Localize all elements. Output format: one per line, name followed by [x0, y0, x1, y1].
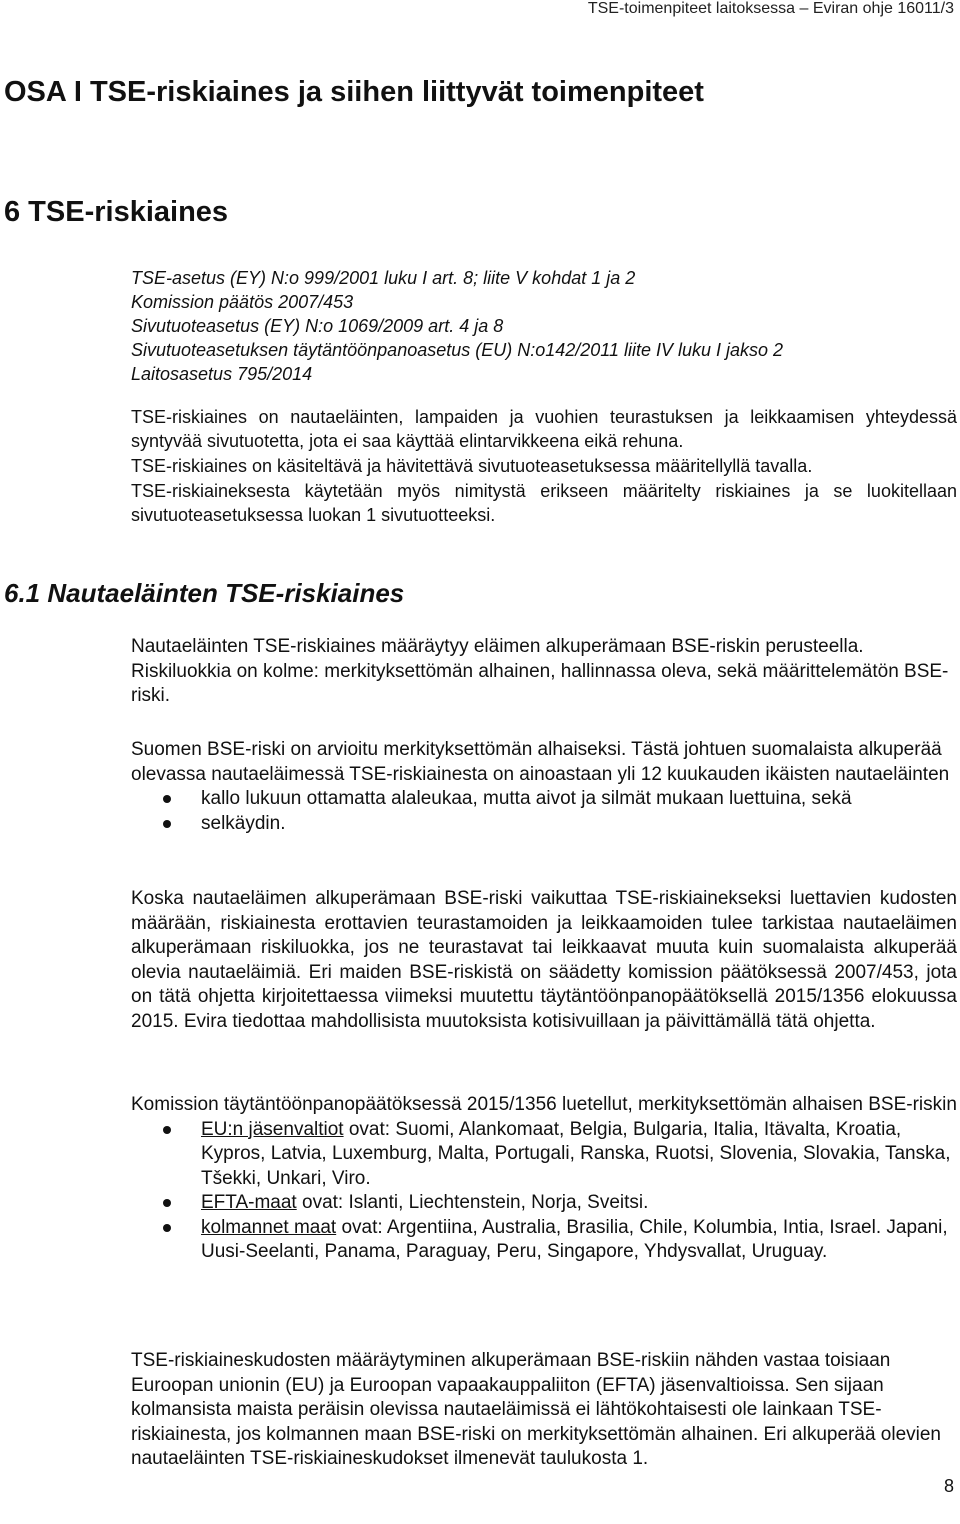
list-item-text: selkäydin.: [201, 812, 286, 834]
reference-line: Sivutuoteasetus (EY) N:o 1069/2009 art. 4 ja 8: [131, 316, 504, 336]
list-item-text: ovat: Suomi, Alankomaat, Belgia, Bulgaria, Italia, Itävalta, Kroatia, Kypros, Latvia, Luxemburg, Malta, Portugali, Ranska, Ruotsi, Slovenia, Slovakia, Tanska, Tšekki, Unkari, Viro.: [201, 1118, 951, 1189]
page-number: 8: [943, 1476, 954, 1496]
country-group-link[interactable]: EFTA-maat: [201, 1192, 297, 1213]
section-paragraph-2: [131, 738, 957, 836]
reference-line: Sivutuoteasetuksen täytäntöönpanoasetus (EU) N:o142/2011 liite IV luku I jakso 2: [131, 340, 784, 360]
reference-line: Laitosasetus 795/2014: [131, 364, 313, 384]
reference-line: Komission päätös 2007/453: [131, 292, 354, 312]
list-item-text: kallo lukuun ottamatta alaleukaa, mutta aivot ja silmät mukaan luettuina, sekä: [201, 788, 852, 809]
section-title: 6.1 Nautaeläinten TSE-riskiaines: [4, 578, 405, 608]
list-item: [131, 1191, 957, 1216]
intro-paragraph: TSE-riskiaines on nautaeläinten, lampaiden ja vuohien teurastuksen ja leikkaamisen yhteydessä syntyvää sivutuotetta, jota ei saa käyttää elintarvikkeena eikä rehuna.: [131, 407, 957, 451]
country-group-link[interactable]: EU:n jäsenvaltiot: [201, 1118, 344, 1140]
bullet-icon: [163, 1224, 171, 1232]
reference-line: TSE-asetus (EY) N:o 999/2001 luku I art. 8; liite V kohdat 1 ja 2: [131, 268, 636, 288]
list-item: [131, 1118, 957, 1192]
list-item-text: ovat: Islanti, Liechtenstein, Norja, Sveitsi.: [296, 1192, 649, 1213]
list-item: [131, 1216, 957, 1265]
country-list: [131, 1118, 957, 1265]
paragraph-text: TSE-riskiaineskudosten määräytyminen alkuperämaan BSE-riskiin nähden vastaa toisiaan Euroopan unionin (EU) ja Euroopan vapaakauppaliiton (EFTA) jäsenvaltioissa. Sen sijaan kolmansista maista peräisin olevissa nautaeläimissä ei lähtökohtaisesti ole lainkaan TSE-riskiainesta, jos kolmannen maan BSE-riski on merkityksettömän alhainen. Eri alkuperää olevien nautaeläinten TSE-riskiaineskudokset ilmenevät taulukosta 1.: [131, 1350, 941, 1469]
paragraph-text: Nautaeläinten TSE-riskiaines määräytyy eläimen alkuperämaan BSE-riskin perusteella. Riskiluokkia on kolme: merkityksettömän alhainen, hallinnassa oleva, sekä määrittelemätön BSE-riski.: [131, 636, 949, 706]
bullet-icon: [163, 1126, 171, 1134]
bullet-icon: [163, 1199, 171, 1207]
legal-references: [131, 266, 783, 386]
list-item-text: ovat: Argentiina, Australia, Brasilia, Chile, Kolumbia, Intia, Israel. Japani, Uusi-Seelanti, Panama, Paraguay, Peru, Singapore, Yhdysvallat, Uruguay.: [201, 1216, 948, 1262]
part-title: OSA I TSE-riskiaines ja siihen liittyvät toimenpiteet: [4, 76, 704, 108]
paragraph-text: Suomen BSE-riski on arvioitu merkityksettömän alhaiseksi. Tästä johtuen suomalaista alkuperää olevassa nautaeläimessä TSE-riskiainesta on ainoastaan yli 12 kuukauden ikäisten nautaeläinten: [131, 739, 950, 785]
country-group-link[interactable]: kolmannet maat: [201, 1216, 337, 1238]
bullet-icon: [163, 795, 171, 803]
paragraph-text: Komission täytäntöönpanopäätöksessä 2015/1356 luetellut, merkityksettömän alhaisen BSE-riskin: [131, 1094, 957, 1115]
section-paragraph-5: [131, 1349, 957, 1472]
chapter-title: 6 TSE-riskiaines: [4, 196, 229, 228]
intro-text: [131, 405, 957, 527]
running-header: TSE-toimenpiteet laitoksessa – Eviran ohje 16011/3: [587, 0, 954, 17]
intro-paragraph: TSE-riskiaineksesta käytetään myös nimitystä erikseen määritelty riskiaines ja se luokitellaan sivutuoteasetuksessa luokan 1 sivutuotteeksi.: [131, 481, 957, 525]
paragraph-text: Koska nautaeläimen alkuperämaan BSE-riski vaikuttaa TSE-riskiainekseksi luettavien kudosten määrään, riskiainesta erottavien teurastamoiden ja leikkaamoiden tulee tarkistaa nautaeläimen alkuperämaan riskiluokka, jos ne teurastavat tai leikkaavat muuta kuin suomalaista alkuperää olevia nautaeläimiä. Eri maiden BSE-riskistä on säädetty komission päätöksessä 2007/453, jota on tätä ohjetta kirjoitettaessa viimeksi muutettu täytäntöönpanopäätöksellä 2015/1356 elokuussa 2015. Evira tiedottaa mahdollisista muutoksista kotisivuillaan ja päivittämällä tätä ohjetta.: [131, 888, 957, 1032]
list-item: [131, 787, 957, 812]
list-item: [131, 812, 957, 837]
section-paragraph-1: [131, 635, 957, 709]
section-paragraph-4: [131, 1093, 957, 1265]
intro-paragraph: TSE-riskiaines on käsiteltävä ja hävitettävä sivutuoteasetuksessa määritellyllä tavalla.: [131, 456, 813, 476]
tissue-list: [131, 787, 957, 836]
bullet-icon: [163, 820, 171, 828]
section-paragraph-3: [131, 887, 957, 1034]
